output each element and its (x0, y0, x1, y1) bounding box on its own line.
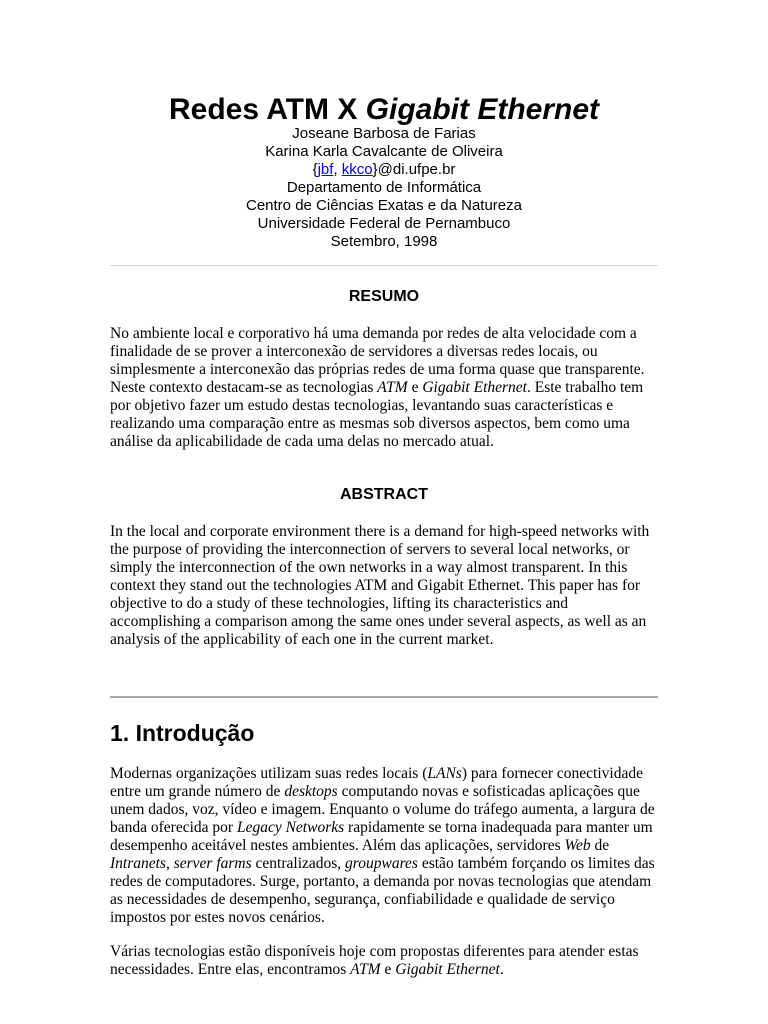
text-span: ) para fornecer conectividade (461, 765, 643, 782)
text-span: . (499, 961, 504, 978)
text-span: e (407, 379, 423, 396)
text-line (110, 961, 670, 979)
text-line (110, 819, 670, 837)
italic-term: desktops (284, 783, 338, 800)
text-span: desempenho aceitável nestes ambientes. Além das aplicações, servidores (110, 837, 565, 854)
italic-term: Legacy Networks (236, 819, 345, 836)
text-line: análise da aplicabilidade de cada uma delas no mercado atual. (110, 433, 494, 450)
email-sep: , (333, 161, 342, 178)
text-line: In the local and corporate environment there is a demand for high-speed networks with (110, 523, 650, 540)
text-span: banda oferecida por (110, 819, 237, 836)
text-line: redes de computadores. Surge, portanto, a demanda por novas tecnologias que atendam (110, 873, 652, 890)
italic-term: Gigabit Ethernet (395, 961, 500, 978)
abstract-paragraph (110, 523, 670, 649)
text-span: centralizados, (251, 855, 346, 872)
department: Departamento de Informática (286, 179, 482, 196)
text-line: por objetivo fazer um estudo destas tecnologias, levantando suas características e (110, 397, 614, 414)
text-line (110, 837, 670, 855)
text-line: simplesmente a interconexão das próprias redes de uma forma quase que transparente. (110, 361, 645, 378)
email-close: }@di.ufpe.br (372, 161, 456, 178)
text-line: accomplishing a comparison among the same ones under several aspects, as well as an (110, 613, 647, 630)
text-line: context they stand out the technologies ATM and Gigabit Ethernet. This paper has for (110, 577, 641, 594)
text-span: estão também forçando os limites das (417, 855, 655, 872)
intro-paragraph-2 (110, 943, 670, 979)
center: Centro de Ciências Exatas e da Natureza (246, 197, 522, 214)
text-span: Modernas organizações utilizam suas redes locais ( (110, 765, 428, 782)
text-line: realizando uma comparação entre as mesmas sob diversos aspectos, bem como uma (110, 415, 630, 432)
italic-term: LANs (427, 765, 462, 782)
date: Setembro, 1998 (330, 233, 438, 250)
section-heading-introducao: 1. Introdução (110, 720, 255, 746)
text-span: entre um grande número de (110, 783, 285, 800)
text-span: , (165, 855, 174, 872)
text-line (110, 783, 670, 801)
italic-term: ATM (350, 961, 381, 978)
text-line: finalidade de se prover a interconexão de servidores a diversas redes locais, ou (110, 343, 598, 360)
paper-title (0, 92, 768, 128)
italic-term: server farms (173, 855, 252, 872)
title-italic: Gigabit Ethernet (365, 93, 600, 126)
italic-term: ATM (377, 379, 408, 396)
resumo-heading: RESUMO (348, 288, 420, 305)
title-main: Redes ATM X (168, 93, 366, 126)
author-2: Karina Karla Cavalcante de Oliveira (265, 143, 503, 160)
text-line: simply the interconnection of the own networks in a way almost transparent. In this (110, 559, 628, 576)
email-line (0, 161, 768, 179)
text-line: analysis of the applicability of each one in the current market. (110, 631, 494, 648)
italic-term: Web (564, 837, 591, 854)
divider-thick (110, 696, 658, 698)
university: Universidade Federal de Pernambuco (257, 215, 511, 232)
text-line: No ambiente local e corporativo há uma demanda por redes de alta velocidade com a (110, 325, 637, 342)
text-span: . Este trabalho tem (526, 379, 644, 396)
text-span: necessidades. Entre elas, encontramos (110, 961, 351, 978)
text-line: Várias tecnologias estão disponíveis hoje com propostas diferentes para atender estas (110, 943, 639, 960)
text-line: the purpose of providing the interconnection of servers to several local networks, or (110, 541, 630, 558)
email-open: { (312, 161, 318, 178)
text-span: e (380, 961, 396, 978)
text-span: rapidamente se torna inadequada para manter um (344, 819, 653, 836)
italic-term: groupwares (345, 855, 418, 872)
text-line (110, 765, 670, 783)
text-line (110, 379, 670, 397)
text-line: as necessidades de desempenho, segurança, confiabilidade e qualidade de serviço (110, 891, 615, 908)
intro-paragraph-1 (110, 765, 670, 927)
italic-term: Gigabit Ethernet (422, 379, 527, 396)
text-line: unem dados, voz, vídeo e imagem. Enquanto o volume do tráfego aumenta, a largura de (110, 801, 655, 818)
text-line (110, 855, 670, 873)
resumo-paragraph (110, 325, 670, 451)
text-line: objective to do a study of these technologies, lifting its characteristics and (110, 595, 568, 612)
divider-thin (110, 265, 658, 266)
text-line: impostos por estes novos cenários. (110, 909, 325, 926)
author-block (0, 125, 768, 251)
text-span: de (590, 837, 610, 854)
abstract-heading: ABSTRACT (340, 486, 428, 503)
text-span: computando novas e sofisticadas aplicações que (337, 783, 640, 800)
italic-term: Intranets (110, 855, 166, 872)
text-span: Neste contexto destacam-se as tecnologias (110, 379, 378, 396)
email-link-kkco[interactable]: kkco (341, 161, 373, 178)
author-1: Joseane Barbosa de Farias (292, 125, 476, 142)
email-link-jbf[interactable]: jbf (317, 161, 334, 178)
